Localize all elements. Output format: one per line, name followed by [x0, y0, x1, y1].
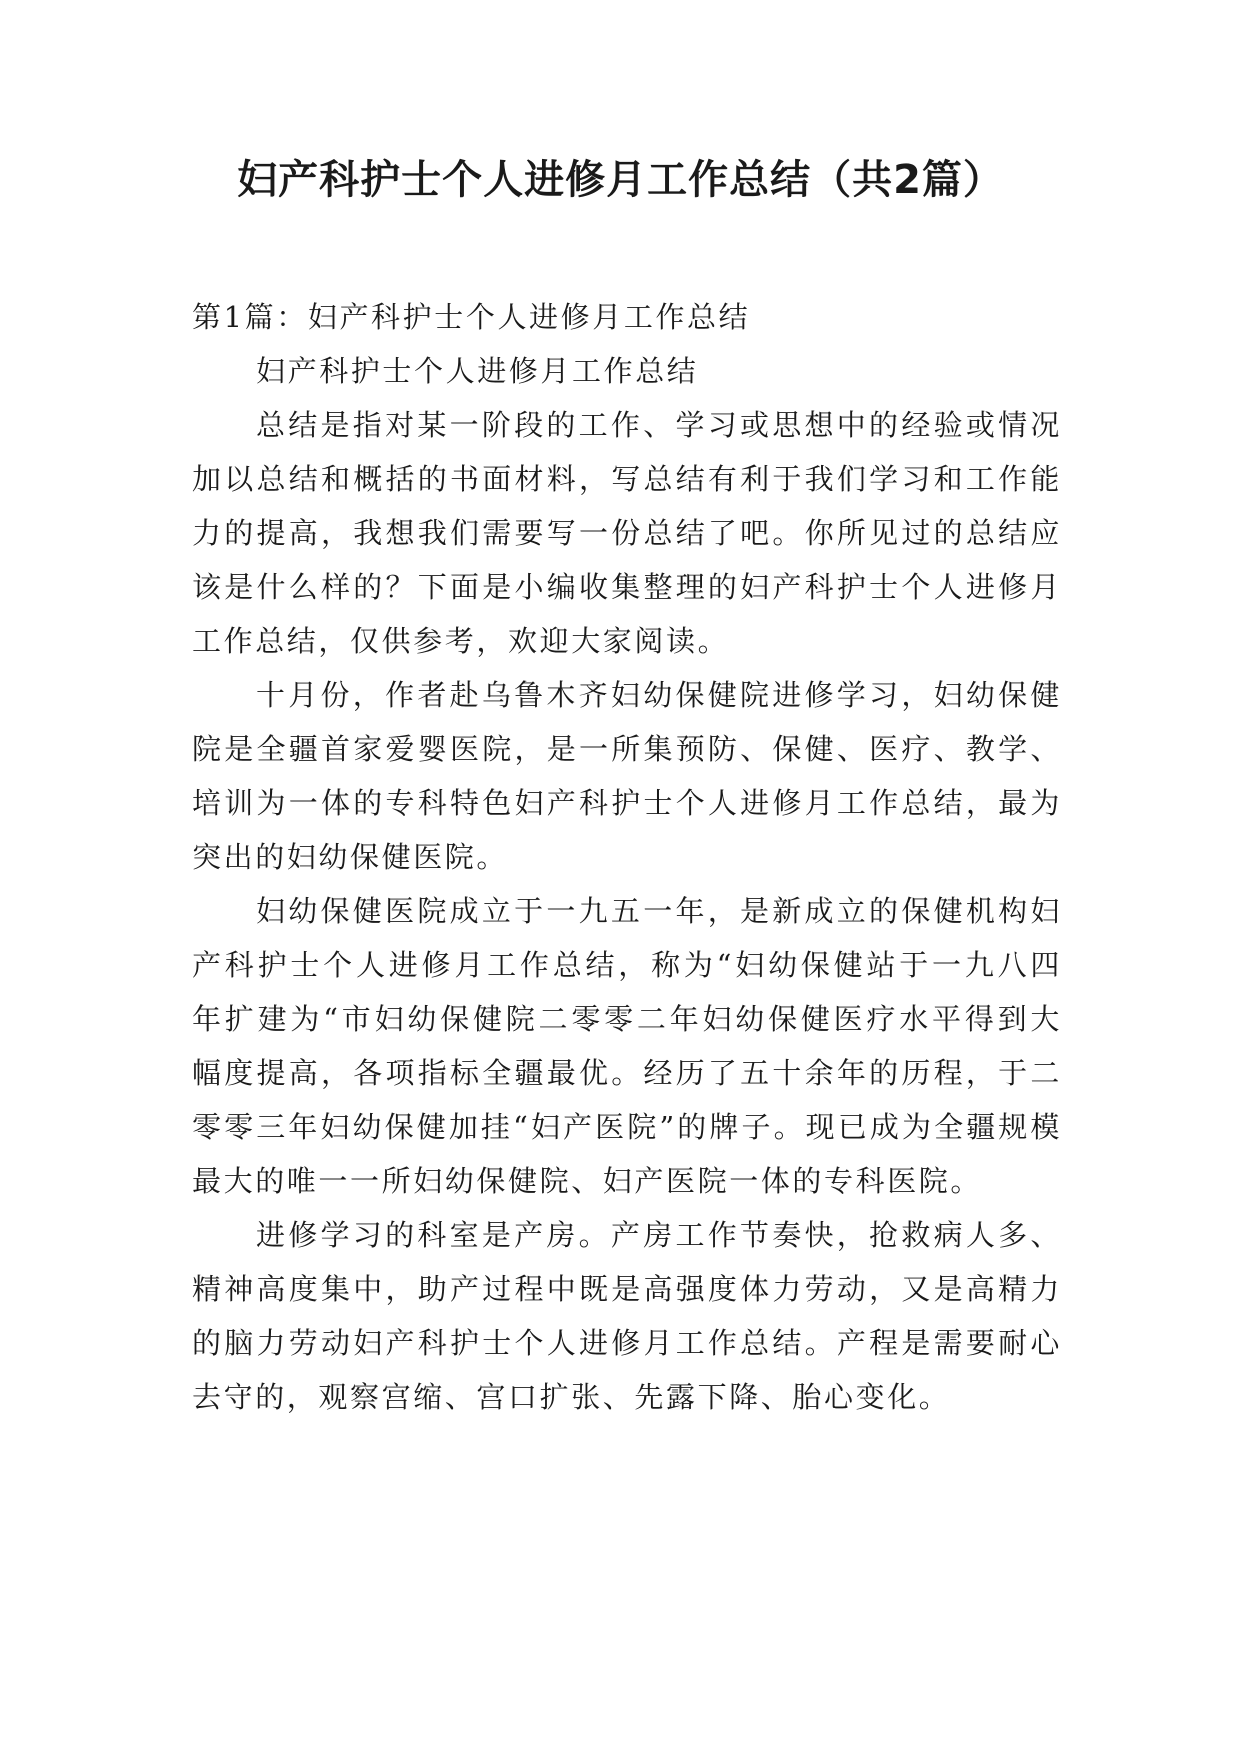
document-body: [192, 290, 1062, 1424]
paragraph: 十月份，作者赴乌鲁木齐妇幼保健院进修学习，妇幼保健院是全疆首家爱婴医院，是一所集预防、保健、医疗、教学、培训为一体的专科特色妇产科护士个人进修月工作总结，最为突出的妇幼保健医院。: [192, 678, 1062, 874]
section-heading: 第1篇：妇产科护士个人进修月工作总结: [192, 300, 751, 334]
paragraph: 总结是指对某一阶段的工作、学习或思想中的经验或情况加以总结和概括的书面材料，写总结有利于我们学习和工作能力的提高，我想我们需要写一份总结了吧。你所见过的总结应该是什么样的？下面是小编收集整理的妇产科护士个人进修月工作总结，仅供参考，欢迎大家阅读。: [192, 408, 1062, 658]
article-subtitle: 妇产科护士个人进修月工作总结: [256, 354, 699, 388]
paragraph: 进修学习的科室是产房。产房工作节奏快，抢救病人多、精神高度集中，助产过程中既是高强度体力劳动，又是高精力的脑力劳动妇产科护士个人进修月工作总结。产程是需要耐心去守的，观察宫缩、宫口扩张、先露下降、胎心变化。: [192, 1218, 1062, 1414]
paragraph: 妇幼保健医院成立于一九五一年，是新成立的保健机构妇产科护士个人进修月工作总结，称为“妇幼保健站于一九八四年扩建为“市妇幼保健院二零零二年妇幼保健医疗水平得到大幅度提高，各项指标全疆最优。经历了五十余年的历程，于二零零三年妇幼保健加挂“妇产医院”的牌子。现已成为全疆规模最大的唯一一所妇幼保健院、妇产医院一体的专科医院。: [192, 894, 1062, 1198]
document-title: 妇产科护士个人进修月工作总结（共2篇）: [237, 157, 1004, 203]
